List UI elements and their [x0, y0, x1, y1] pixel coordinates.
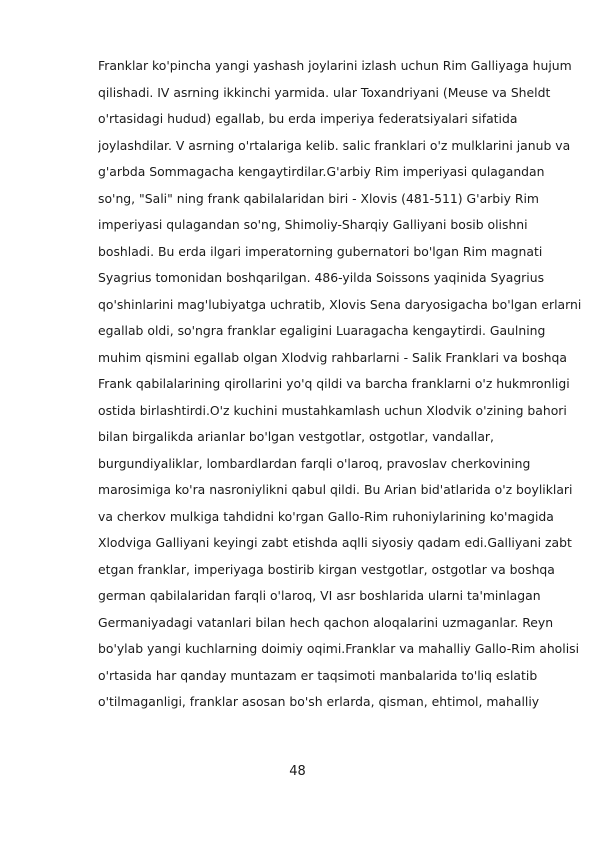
text-line: qo'shinlarini mag'lubiyatga uchratib, Xlovis Sena daryosigacha bo'lgan erlarni — [98, 296, 582, 312]
text-line: etgan franklar, imperiyaga bostirib kirgan vestgotlar, ostgotlar va boshqa — [98, 561, 555, 577]
text-line: burgundiyaliklar, lombardlardan farqli o'laroq, pravoslav cherkovining — [98, 455, 531, 471]
text-line: o'tilmaganligi, franklar asosan bo'sh erlarda, qisman, ehtimol, mahalliy — [98, 694, 540, 709]
text-line: imperiyasi qulagandan so'ng, Shimoliy-Sharqiy Galliyani bosib olishni — [98, 217, 528, 232]
text-line: boshladi. Bu erda ilgari imperatorning gubernatori bo'lgan Rim magnati — [98, 243, 543, 259]
text-line: ostida birlashtirdi.O'z kuchini mustahkamlash uchun Xlodvik o'zining bahori — [98, 402, 567, 418]
text-line: qilishadi. IV asrning ikkinchi yarmida. ular Toxandriyani (Meuse va Sheldt — [98, 84, 551, 100]
text-line: o'rtasidagi hudud) egallab, bu erda imperiya federatsiyalari sifatida — [98, 111, 518, 126]
text-line: german qabilalaridan farqli o'laroq, VI asr boshlarida ularni ta'minlagan — [98, 588, 541, 603]
text-line: Franklar ko'pincha yangi yashash joylarini izlash uchun Rim Galliyaga hujum — [98, 58, 572, 73]
text-line: o'rtasida har qanday muntazam er taqsimoti manbalarida to'liq eslatib — [98, 667, 538, 683]
text-line: bo'ylab yangi kuchlarning doimiy oqimi.Franklar va mahalliy Gallo-Rim aholisi — [98, 641, 580, 656]
text-line: Xlodviga Galliyani keyingi zabt etishda aqlli siyosiy qadam edi.Galliyani zabt — [98, 535, 572, 550]
text-line: Syagrius tomonidan boshqarilgan. 486-yilda Soissons yaqinida Syagrius — [98, 270, 545, 285]
text-line: va cherkov mulkiga tahdidni ko'rgan Gallo-Rim ruhoniylarining ko'magida — [98, 508, 554, 524]
text-line: Germaniyadagi vatanlari bilan hech qachon aloqalarini uzmaganlar. Reyn — [98, 614, 554, 630]
page-number: 48 — [289, 764, 306, 779]
text-line: muhim qismini egallab olgan Xlodvig rahbarlarni - Salik Franklari va boshqa — [98, 349, 567, 365]
text-line: Frank qabilalarining qirollarini yo'q qildi va barcha franklarni o'z hukmronligi — [98, 376, 570, 391]
body-text — [98, 53, 595, 716]
text-line: bilan birgalikda arianlar bo'lgan vestgotlar, ostgotlar, vandallar, — [98, 429, 494, 444]
text-line: so'ng, "Sali" ning frank qabilalaridan biri - Xlovis (481-511) G'arbiy Rim — [98, 190, 539, 206]
text-line: joylashdilar. V asrning o'rtalariga kelib. salic franklari o'z mulklarini janub va — [98, 137, 571, 153]
text-line: g'arbda Sommagacha kengaytirdilar.G'arbiy Rim imperiyasi qulagandan — [98, 164, 545, 179]
text-line: egallab oldi, so'ngra franklar egaligini Luaragacha kengaytirdi. Gaulning — [98, 323, 546, 338]
text-line: marosimiga ko'ra nasroniylikni qabul qildi. Bu Arian bid'atlarida o'z boyliklari — [98, 482, 573, 497]
